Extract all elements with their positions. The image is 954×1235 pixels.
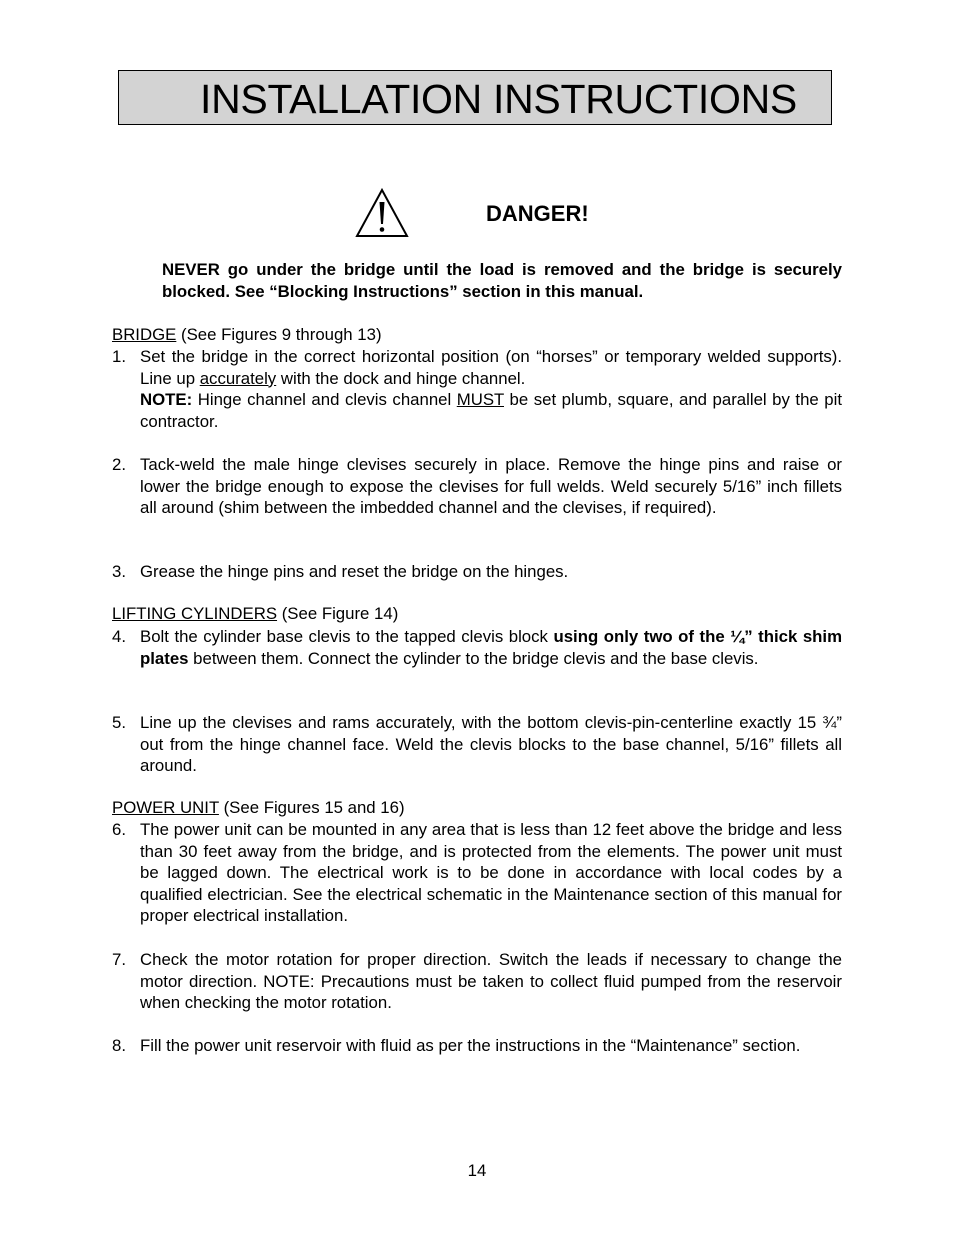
danger-heading: DANGER! <box>486 201 589 226</box>
note-label: NOTE: <box>140 390 193 410</box>
list-item-6 <box>112 819 842 927</box>
item-text: Tack-weld the male hinge clevises securely in place. Remove the hinge pins and raise or lower the bridge enough to expose the clevises for full welds. Weld securely 5/16” inch fillets all around (shim between the imbedded channel and the clevises, if required). <box>140 455 842 518</box>
item-number: 3. <box>112 562 126 581</box>
item-number: 5. <box>112 713 126 732</box>
item-number: 6. <box>112 820 126 839</box>
section-lifting-heading <box>112 603 398 625</box>
section-bridge-heading <box>112 324 382 346</box>
item-number: 1. <box>112 347 126 366</box>
warning-triangle-icon <box>354 187 410 239</box>
list-item-7 <box>112 949 842 1014</box>
title-box <box>118 70 832 125</box>
page-title: INSTALLATION INSTRUCTIONS <box>200 76 797 122</box>
list-item-4 <box>112 626 842 669</box>
item-underlined-text: accurately <box>199 368 277 388</box>
list-item-2 <box>112 454 842 519</box>
section-power-heading <box>112 797 405 819</box>
item-text: with the dock and hinge channel. <box>276 368 526 388</box>
item-bold-text: using only two of the ¼” thick shim plates <box>140 627 842 668</box>
list-item-3 <box>112 561 842 583</box>
item-text: Bolt the cylinder base clevis to the tapped clevis block <box>140 627 554 646</box>
section-title: POWER UNIT <box>112 798 219 817</box>
list-item-1 <box>112 346 842 432</box>
section-ref: (See Figures 9 through 13) <box>176 325 382 344</box>
item-number: 7. <box>112 950 126 969</box>
item-text: Set the bridge in the correct horizontal position (on “horses” or temporary welded supports). Line up <box>140 347 842 388</box>
section-ref: (See Figure 14) <box>277 604 399 623</box>
item-text: Grease the hinge pins and reset the bridge on the hinges. <box>140 562 569 581</box>
item-text: between them. Connect the cylinder to the bridge clevis and the base clevis. <box>188 648 759 668</box>
danger-text: NEVER go under the bridge until the load is removed and the bridge is securely blocked. See “Blocking Instructions” section in this manual. <box>162 260 842 301</box>
item-text: Check the motor rotation for proper direction. Switch the leads if necessary to change the motor direction. NOTE: Precautions must be taken to collect fluid pumped from the reservoir when checking the motor rotation. <box>140 950 842 1013</box>
list-item-8 <box>112 1035 842 1057</box>
item-text: Fill the power unit reservoir with fluid as per the instructions in the “Maintenance” section. <box>140 1036 801 1055</box>
note-underlined-text: MUST <box>456 390 504 410</box>
section-title: LIFTING CYLINDERS <box>112 604 278 623</box>
note-text: be set plumb, square, and parallel by the pit contractor. <box>140 390 842 431</box>
item-text: The power unit can be mounted in any area that is less than 12 feet above the bridge and less than 30 feet away from the bridge, and is protected from the elements. The power unit must be lagged down. The electrical work is to be done in accordance with local codes by a qualified electrician. See the electrical schematic in the Maintenance section of this manual for proper electrical installation. <box>140 820 842 926</box>
item-number: 4. <box>112 627 126 646</box>
item-number: 2. <box>112 455 126 474</box>
section-title: BRIDGE <box>112 325 177 344</box>
note-text: Hinge channel and clevis channel <box>192 390 457 410</box>
list-item-5 <box>112 712 842 777</box>
section-ref: (See Figures 15 and 16) <box>218 798 405 817</box>
item-number: 8. <box>112 1036 126 1055</box>
item-text: Line up the clevises and rams accurately, with the bottom clevis-pin-centerline exactly 15 ¾” out from the hinge channel face. Weld the clevis blocks to the base channel, 5/16” fillets all around. <box>140 713 842 776</box>
page-number: 14 <box>467 1161 487 1180</box>
